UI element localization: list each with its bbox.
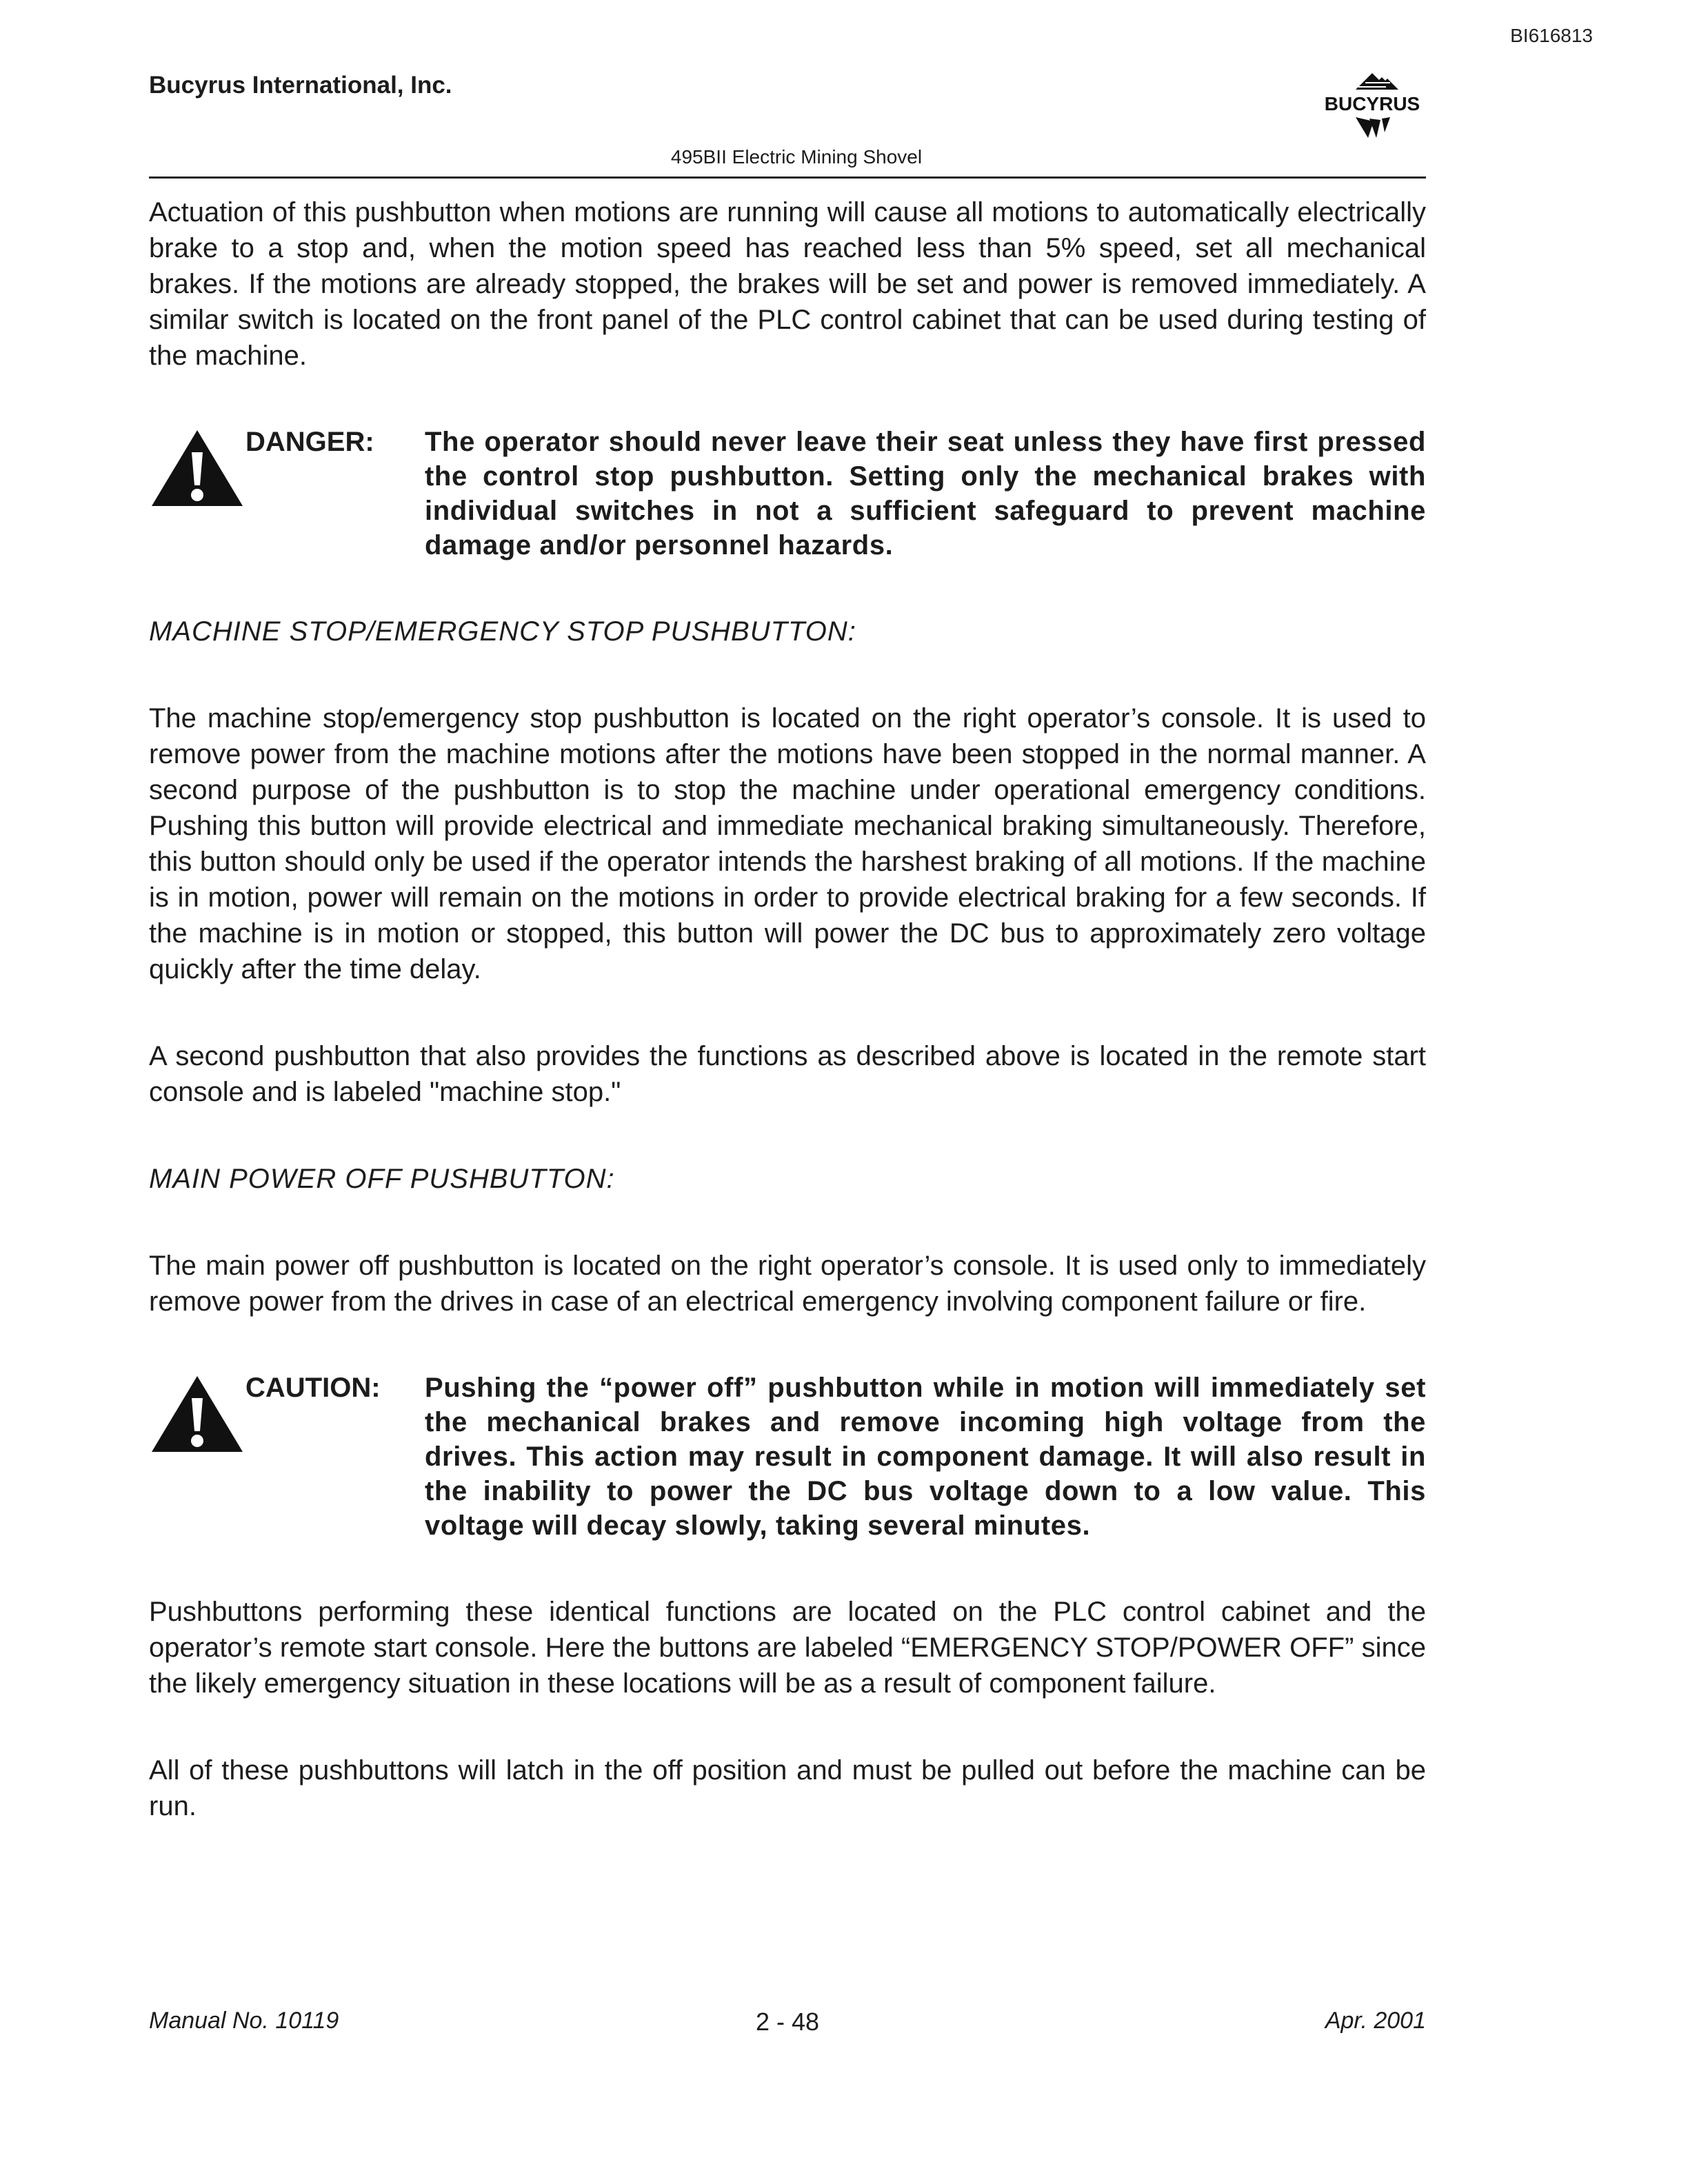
document-id: BI616813 <box>1510 25 1593 46</box>
paragraph-actuation: Actuation of this pushbutton when motions are running will cause all motions to automatically electrically brake to a stop and, when the motion speed has reached less than 5% speed, set all mechanical brakes. If the motions are already stopped, the brakes will be set and power is removed immediately. A similar switch is located on the front panel of the PLC control cabinet that can be used during testing of the machine. <box>149 197 1426 371</box>
section-title-main-power: MAIN POWER OFF PUSHBUTTON: <box>149 1164 615 1194</box>
paragraph-main-power: The main power off pushbutton is located on the right operator’s console. It is used only to immediately remove power from the drives in case of an electrical emergency involving component failure or fire. <box>149 1251 1426 1317</box>
page-content <box>149 194 1426 1824</box>
manual-number: Manual No. 10119 <box>149 2008 339 2034</box>
bucyrus-logo-icon <box>1310 69 1434 152</box>
header-subtitle: 495BII Electric Mining Shovel <box>670 146 923 168</box>
warning-triangle-icon <box>149 427 245 514</box>
caution-notice <box>149 1371 1426 1543</box>
danger-label: DANGER: <box>245 427 374 457</box>
paragraph-machine-stop: The machine stop/emergency stop pushbutton is located on the right operator’s console. It is used to remove power from the machine motions after the motions have been stopped in the normal manner. A second purpose of the pushbutton is to stop the machine under operational emergency conditions. Pushing this button will provide electrical and immediate mechanical braking simultaneously. Therefore, this button should only be used if the operator intends the harshest braking of all motions. If the machine is in motion, power will remain on the motions in order to provide electrical braking for a few seconds. If the machine is in motion or stopped, this button will power the DC bus to approximately zero voltage quickly after the time delay. <box>149 703 1426 984</box>
caution-text: Pushing the “power off” pushbutton while in motion will immediately set the mechanical brakes and remove incoming high voltage from the drives. This action may result in component damage. It will also result in the inability to power the DC bus voltage down to a low value. This voltage will decay slowly, taking several minutes. <box>425 1373 1426 1541</box>
header-divider <box>149 176 1426 179</box>
caution-label: CAUTION: <box>245 1373 381 1403</box>
warning-triangle-icon <box>149 1373 245 1459</box>
paragraph-identical-functions: Pushbuttons performing these identical functions are located on the PLC control cabinet and the operator’s remote start console. Here the buttons are labeled “EMERGENCY STOP/POWER OFF” since the likely emergency situation in these locations will be as a result of component failure. <box>149 1597 1426 1699</box>
publication-date: Apr. 2001 <box>1325 2008 1426 2034</box>
paragraph-latch: All of these pushbuttons will latch in the off position and must be pulled out before the machine can be run. <box>149 1755 1426 1821</box>
page-number: 2 - 48 <box>755 2008 820 2036</box>
danger-notice <box>149 425 1426 563</box>
logo-text: BUCYRUS <box>1324 93 1420 114</box>
paragraph-second-pushbutton: A second pushbutton that also provides the functions as described above is located in the remote start console and is labeled "machine stop." <box>149 1041 1426 1107</box>
section-title-machine-stop: MACHINE STOP/EMERGENCY STOP PUSHBUTTON: <box>149 616 856 647</box>
danger-text: The operator should never leave their seat unless they have first pressed the control stop pushbutton. Setting only the mechanical brakes with individual switches in not a sufficient safeguard to prevent machine damage and/or personnel hazards. <box>425 427 1426 560</box>
company-name: Bucyrus International, Inc. <box>149 72 452 99</box>
